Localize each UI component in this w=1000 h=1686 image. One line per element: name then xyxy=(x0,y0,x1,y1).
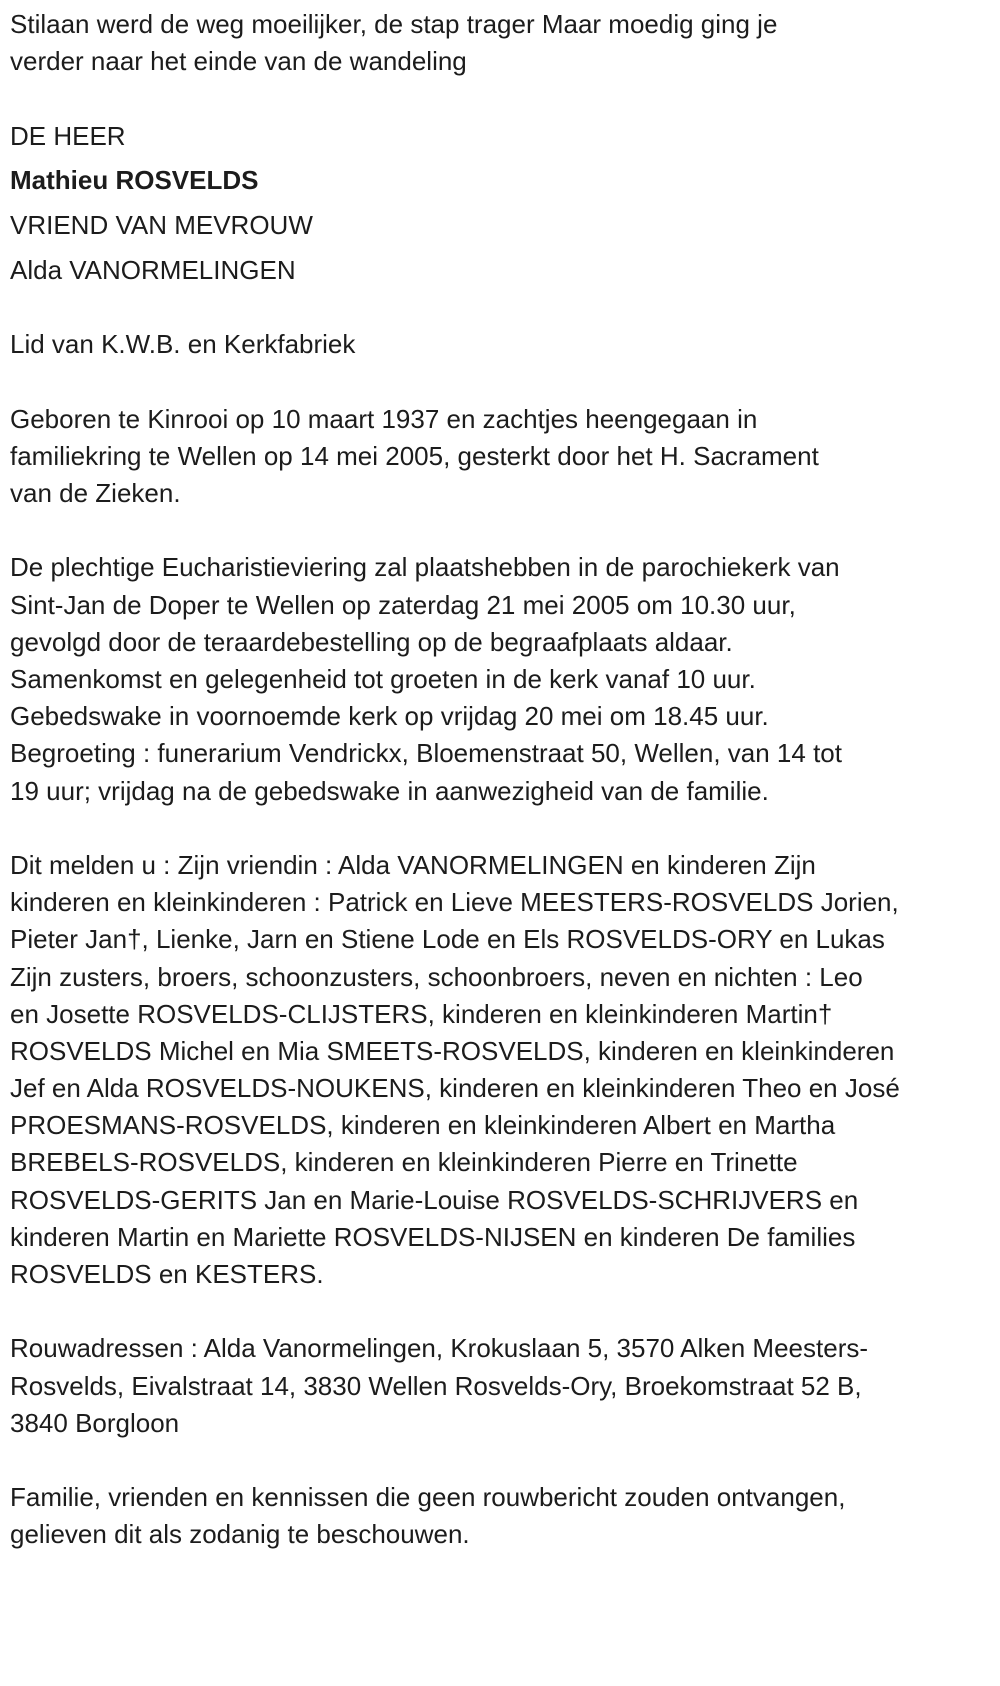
text-line: 19 uur; vrijdag na de gebedswake in aanwezigheid van de familie. xyxy=(10,775,769,806)
text-line: ROSVELDS Michel en Mia SMEETS-ROSVELDS, kinderen en kleinkinderen xyxy=(10,1035,895,1066)
text-line: ROSVELDS en KESTERS. xyxy=(10,1259,324,1290)
verse xyxy=(10,6,990,80)
text-line: Gebedswake in voornoemde kerk op vrijdag 20 mei om 18.45 uur. xyxy=(10,701,769,732)
text-line: gelieven dit als zodanig te beschouwen. xyxy=(10,1519,470,1550)
birth-death-paragraph xyxy=(10,401,990,513)
text-line: Rosvelds, Eivalstraat 14, 3830 Wellen Rosvelds-Ory, Broekomstraat 52 B, xyxy=(10,1370,862,1401)
text-line: Lid van K.W.B. en Kerkfabriek xyxy=(10,329,356,360)
text-line: Rouwadressen : Alda Vanormelingen, Krokuslaan 5, 3570 Alken Meesters- xyxy=(10,1333,869,1364)
ceremony-paragraph xyxy=(10,549,990,809)
text-line: familiekring te Wellen op 14 mei 2005, gesterkt door het H. Sacrament xyxy=(10,440,819,471)
text-line: kinderen Martin en Mariette ROSVELDS-NIJSEN en kinderen De families xyxy=(10,1221,856,1252)
title: DE HEER xyxy=(10,120,126,151)
partner-name: Alda VANORMELINGEN xyxy=(10,254,296,285)
text-line: PROESMANS-ROSVELDS, kinderen en kleinkinderen Albert en Martha xyxy=(10,1110,836,1141)
addresses-paragraph xyxy=(10,1330,990,1442)
deceased-name: Mathieu ROSVELDS xyxy=(10,165,259,196)
text-line: van de Zieken. xyxy=(10,478,181,509)
text-line: Jef en Alda ROSVELDS-NOUKENS, kinderen en kleinkinderen Theo en José xyxy=(10,1073,900,1104)
text-line: De plechtige Eucharistieviering zal plaatshebben in de parochiekerk van xyxy=(10,552,840,583)
relation: VRIEND VAN MEVROUW xyxy=(10,210,313,241)
text-line: Familie, vrienden en kennissen die geen rouwbericht zouden ontvangen, xyxy=(10,1482,846,1513)
membership xyxy=(10,326,990,363)
text-line: verder naar het einde van de wandeling xyxy=(10,46,467,77)
text-line: 3840 Borgloon xyxy=(10,1407,180,1438)
text-line: BREBELS-ROSVELDS, kinderen en kleinkinderen Pierre en Trinette xyxy=(10,1147,798,1178)
text-line: Pieter Jan†, Lienke, Jarn en Stiene Lode en Els ROSVELDS-ORY en Lukas xyxy=(10,924,885,955)
text-line: Geboren te Kinrooi op 10 maart 1937 en zachtjes heengegaan in xyxy=(10,403,758,434)
text-line: ROSVELDS-GERITS Jan en Marie-Louise ROSVELDS-SCHRIJVERS en xyxy=(10,1184,859,1215)
text-line: Begroeting : funerarium Vendrickx, Bloemenstraat 50, Wellen, van 14 tot xyxy=(10,738,842,769)
text-line: kinderen en kleinkinderen : Patrick en Lieve MEESTERS-ROSVELDS Jorien, xyxy=(10,887,899,918)
family-paragraph xyxy=(10,847,990,1293)
text-line: Stilaan werd de weg moeilijker, de stap trager Maar moedig ging je xyxy=(10,9,778,39)
closing-paragraph xyxy=(10,1479,990,1553)
text-line: Zijn zusters, broers, schoonzusters, schoonbroers, neven en nichten : Leo xyxy=(10,961,863,992)
text-line: Dit melden u : Zijn vriendin : Alda VANORMELINGEN en kinderen Zijn xyxy=(10,849,816,880)
text-line: Samenkomst en gelegenheid tot groeten in de kerk vanaf 10 uur. xyxy=(10,664,756,695)
header-block xyxy=(10,118,990,290)
obituary-document xyxy=(10,6,990,1554)
text-line: Sint-Jan de Doper te Wellen op zaterdag 21 mei 2005 om 10.30 uur, xyxy=(10,589,796,620)
text-line: gevolgd door de teraardebestelling op de begraafplaats aldaar. xyxy=(10,626,733,657)
text-line: en Josette ROSVELDS-CLIJSTERS, kinderen en kleinkinderen Martin† xyxy=(10,998,833,1029)
